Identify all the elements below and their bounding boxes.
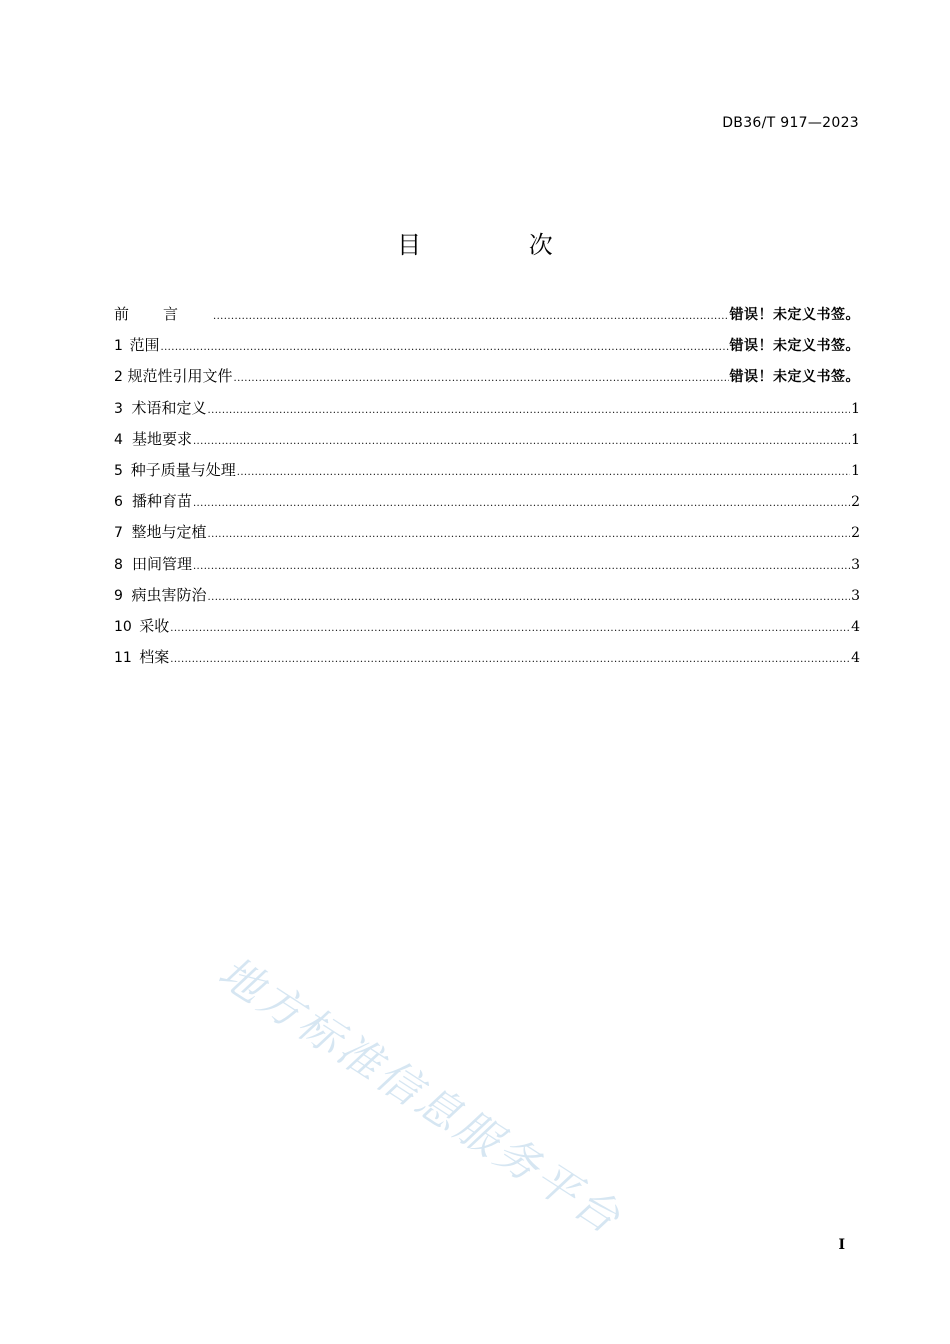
toc-entry-number: 2 bbox=[114, 369, 123, 386]
toc-entry-label: 田间管理 bbox=[131, 554, 192, 573]
toc-entry-label: 范围 bbox=[129, 336, 160, 355]
toc-entry-page: 错误！未定义书签。 bbox=[729, 307, 860, 323]
toc-entry-foreword[interactable] bbox=[114, 303, 860, 334]
toc-entry-number: 7 bbox=[114, 525, 123, 542]
toc-entry-seed-quality[interactable] bbox=[114, 459, 860, 490]
toc-entry-page: 2 bbox=[851, 525, 860, 542]
table-of-contents bbox=[114, 303, 860, 677]
toc-entry-number: 10 bbox=[114, 618, 132, 635]
toc-entry-label: 种子质量与处理 bbox=[130, 460, 236, 479]
toc-entry-number: 5 bbox=[114, 462, 123, 479]
toc-entry-number: 3 bbox=[114, 400, 123, 417]
toc-leader-dots bbox=[208, 529, 851, 540]
toc-entry-label: 播种育苗 bbox=[131, 492, 192, 511]
toc-leader-dots bbox=[208, 405, 851, 416]
toc-entry-page: 3 bbox=[851, 556, 860, 573]
toc-leader-dots bbox=[237, 467, 850, 478]
toc-entry-label: 前言 bbox=[114, 305, 213, 323]
toc-entry-page: 3 bbox=[851, 587, 860, 604]
toc-entry-pest-control[interactable] bbox=[114, 584, 860, 615]
toc-leader-dots bbox=[193, 498, 850, 509]
toc-leader-dots bbox=[193, 561, 850, 572]
toc-entry-label: 病虫害防治 bbox=[131, 585, 207, 604]
toc-entry-normative-references[interactable] bbox=[114, 365, 860, 396]
toc-leader-dots bbox=[161, 342, 729, 353]
document-code: DB36/T 917—2023 bbox=[722, 115, 859, 131]
toc-entry-page: 4 bbox=[851, 650, 860, 667]
toc-entry-page: 4 bbox=[851, 618, 860, 635]
toc-entry-page: 错误！未定义书签。 bbox=[729, 369, 860, 386]
toc-leader-dots bbox=[170, 623, 850, 634]
toc-entry-label: 基地要求 bbox=[131, 429, 192, 448]
page-number: I bbox=[838, 1237, 845, 1253]
toc-entry-page: 错误！未定义书签。 bbox=[729, 338, 860, 355]
toc-entry-number: 1 bbox=[114, 338, 123, 355]
toc-entry-label: 术语和定义 bbox=[131, 398, 207, 417]
toc-entry-field-management[interactable] bbox=[114, 553, 860, 584]
toc-entry-number: 4 bbox=[114, 431, 123, 448]
toc-entry-label: 采收 bbox=[139, 616, 170, 635]
toc-entry-label: 规范性引用文件 bbox=[127, 367, 233, 386]
toc-entry-number: 11 bbox=[114, 650, 132, 667]
toc-entry-page: 1 bbox=[851, 400, 860, 417]
toc-entry-page: 2 bbox=[851, 494, 860, 511]
watermark: 地方标准信息服务平台 bbox=[209, 947, 631, 1246]
toc-entry-number: 6 bbox=[114, 494, 123, 511]
toc-leader-dots bbox=[208, 592, 851, 603]
toc-entry-label: 档案 bbox=[139, 648, 170, 667]
toc-title: 目 次 bbox=[397, 231, 603, 259]
toc-entry-harvest[interactable] bbox=[114, 615, 860, 646]
toc-entry-number: 9 bbox=[114, 587, 123, 604]
toc-entry-records[interactable] bbox=[114, 646, 860, 677]
toc-entry-seedling[interactable] bbox=[114, 490, 860, 521]
toc-entry-scope[interactable] bbox=[114, 334, 860, 365]
toc-leader-dots bbox=[213, 311, 728, 322]
toc-entry-planting[interactable] bbox=[114, 521, 860, 552]
toc-entry-base-requirements[interactable] bbox=[114, 428, 860, 459]
toc-leader-dots bbox=[170, 654, 850, 665]
toc-entry-page: 1 bbox=[851, 431, 860, 448]
toc-entry-label: 整地与定植 bbox=[131, 523, 207, 542]
toc-leader-dots bbox=[234, 373, 729, 384]
toc-entry-number: 8 bbox=[114, 556, 123, 573]
toc-leader-dots bbox=[193, 436, 850, 447]
toc-entry-page: 1 bbox=[851, 462, 860, 479]
toc-entry-terms[interactable] bbox=[114, 397, 860, 428]
